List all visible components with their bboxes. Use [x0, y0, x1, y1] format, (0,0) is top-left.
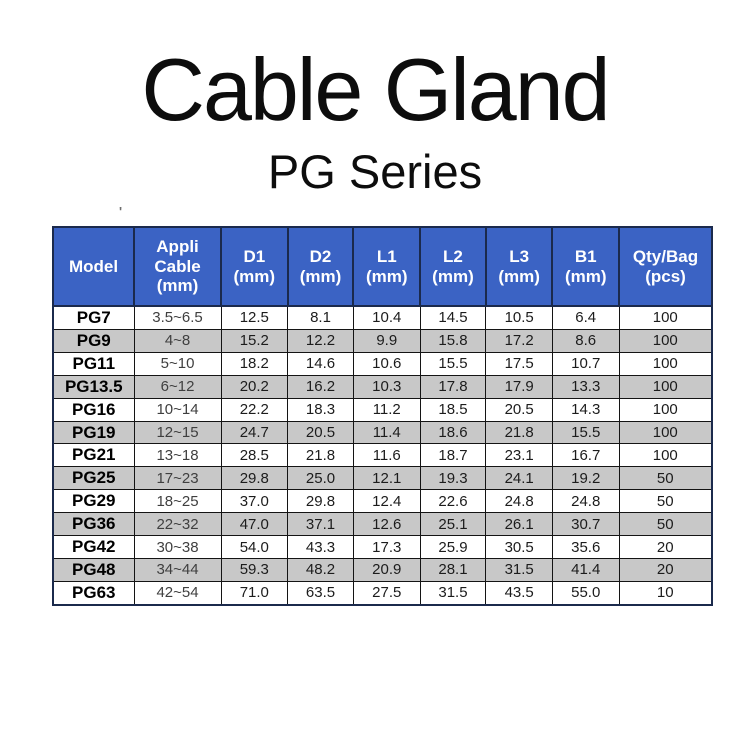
value-cell-d1: 22.2: [221, 398, 288, 421]
value-cell-l2: 15.8: [420, 329, 486, 352]
value-cell-d2: 8.1: [288, 306, 354, 329]
value-cell-b1: 15.5: [552, 421, 619, 444]
value-cell-l1: 9.9: [353, 329, 420, 352]
value-cell-d1: 29.8: [221, 467, 288, 490]
value-cell-d2: 25.0: [288, 467, 354, 490]
value-cell-l3: 31.5: [486, 559, 553, 582]
value-cell-d2: 29.8: [288, 490, 354, 513]
table-row: [53, 490, 712, 513]
value-cell-d2: 18.3: [288, 398, 354, 421]
value-cell-d1: 24.7: [221, 421, 288, 444]
value-cell-l3: 21.8: [486, 421, 553, 444]
table-row: [53, 536, 712, 559]
spec-table-body: [53, 306, 712, 605]
model-cell: PG16: [53, 398, 134, 421]
value-cell-d2: 48.2: [288, 559, 354, 582]
value-cell-l1: 11.4: [353, 421, 420, 444]
model-cell: PG63: [53, 581, 134, 605]
value-cell-d2: 63.5: [288, 581, 354, 605]
value-cell-qty_bag: 100: [619, 421, 712, 444]
table-row: [53, 444, 712, 467]
value-cell-appli_cable: 5~10: [134, 352, 221, 375]
value-cell-l1: 11.2: [353, 398, 420, 421]
value-cell-appli_cable: 17~23: [134, 467, 221, 490]
value-cell-d2: 21.8: [288, 444, 354, 467]
value-cell-qty_bag: 20: [619, 536, 712, 559]
value-cell-l2: 28.1: [420, 559, 486, 582]
value-cell-l3: 17.2: [486, 329, 553, 352]
value-cell-l1: 10.4: [353, 306, 420, 329]
value-cell-l2: 22.6: [420, 490, 486, 513]
column-header-l1: L1 (mm): [353, 227, 420, 306]
table-row: [53, 513, 712, 536]
value-cell-l2: 19.3: [420, 467, 486, 490]
value-cell-b1: 10.7: [552, 352, 619, 375]
value-cell-l1: 27.5: [353, 581, 420, 605]
value-cell-l2: 14.5: [420, 306, 486, 329]
table-row: [53, 559, 712, 582]
value-cell-l3: 17.9: [486, 375, 553, 398]
value-cell-l3: 20.5: [486, 398, 553, 421]
value-cell-b1: 8.6: [552, 329, 619, 352]
value-cell-l2: 25.1: [420, 513, 486, 536]
value-cell-l2: 18.6: [420, 421, 486, 444]
value-cell-l1: 10.6: [353, 352, 420, 375]
header-row: [53, 227, 712, 306]
value-cell-l1: 12.6: [353, 513, 420, 536]
value-cell-d1: 71.0: [221, 581, 288, 605]
value-cell-d2: 16.2: [288, 375, 354, 398]
spec-table: [52, 226, 713, 606]
value-cell-qty_bag: 100: [619, 444, 712, 467]
value-cell-l3: 26.1: [486, 513, 553, 536]
table-row: [53, 467, 712, 490]
page-subtitle: PG Series: [267, 145, 483, 198]
value-cell-qty_bag: 100: [619, 352, 712, 375]
value-cell-appli_cable: 12~15: [134, 421, 221, 444]
table-row: [53, 581, 712, 605]
value-cell-l1: 12.1: [353, 467, 420, 490]
value-cell-b1: 6.4: [552, 306, 619, 329]
column-header-b1: B1 (mm): [552, 227, 619, 306]
column-header-d2: D2 (mm): [288, 227, 354, 306]
model-cell: PG11: [53, 352, 134, 375]
value-cell-l2: 18.7: [420, 444, 486, 467]
table-row: [53, 329, 712, 352]
value-cell-l1: 12.4: [353, 490, 420, 513]
value-cell-appli_cable: 10~14: [134, 398, 221, 421]
value-cell-qty_bag: 50: [619, 513, 712, 536]
table-row: [53, 421, 712, 444]
value-cell-l3: 24.8: [486, 490, 553, 513]
value-cell-d1: 59.3: [221, 559, 288, 582]
value-cell-qty_bag: 50: [619, 490, 712, 513]
value-cell-l2: 25.9: [420, 536, 486, 559]
value-cell-appli_cable: 13~18: [134, 444, 221, 467]
value-cell-d2: 37.1: [288, 513, 354, 536]
value-cell-appli_cable: 18~25: [134, 490, 221, 513]
value-cell-d1: 37.0: [221, 490, 288, 513]
value-cell-d1: 20.2: [221, 375, 288, 398]
value-cell-appli_cable: 4~8: [134, 329, 221, 352]
model-cell: PG48: [53, 559, 134, 582]
value-cell-l1: 17.3: [353, 536, 420, 559]
value-cell-b1: 55.0: [552, 581, 619, 605]
value-cell-d2: 43.3: [288, 536, 354, 559]
table-row: [53, 352, 712, 375]
value-cell-l2: 17.8: [420, 375, 486, 398]
value-cell-qty_bag: 100: [619, 306, 712, 329]
value-cell-l2: 18.5: [420, 398, 486, 421]
column-header-l2: L2 (mm): [420, 227, 486, 306]
model-cell: PG13.5: [53, 375, 134, 398]
value-cell-l3: 24.1: [486, 467, 553, 490]
value-cell-b1: 13.3: [552, 375, 619, 398]
table-row: [53, 375, 712, 398]
value-cell-qty_bag: 10: [619, 581, 712, 605]
value-cell-l2: 31.5: [420, 581, 486, 605]
model-cell: PG9: [53, 329, 134, 352]
value-cell-l2: 15.5: [420, 352, 486, 375]
value-cell-d1: 12.5: [221, 306, 288, 329]
value-cell-l3: 30.5: [486, 536, 553, 559]
value-cell-qty_bag: 100: [619, 375, 712, 398]
model-cell: PG21: [53, 444, 134, 467]
value-cell-appli_cable: 42~54: [134, 581, 221, 605]
value-cell-appli_cable: 34~44: [134, 559, 221, 582]
model-cell: PG42: [53, 536, 134, 559]
column-header-l3: L3 (mm): [486, 227, 553, 306]
column-header-qty_bag: Qty/Bag (pcs): [619, 227, 712, 306]
value-cell-d2: 12.2: [288, 329, 354, 352]
value-cell-appli_cable: 6~12: [134, 375, 221, 398]
value-cell-b1: 41.4: [552, 559, 619, 582]
value-cell-l1: 10.3: [353, 375, 420, 398]
value-cell-d1: 18.2: [221, 352, 288, 375]
model-cell: PG19: [53, 421, 134, 444]
table-row: [53, 306, 712, 329]
value-cell-b1: 30.7: [552, 513, 619, 536]
value-cell-b1: 24.8: [552, 490, 619, 513]
value-cell-l3: 17.5: [486, 352, 553, 375]
value-cell-b1: 16.7: [552, 444, 619, 467]
model-cell: PG29: [53, 490, 134, 513]
value-cell-b1: 14.3: [552, 398, 619, 421]
model-cell: PG36: [53, 513, 134, 536]
value-cell-d1: 28.5: [221, 444, 288, 467]
column-header-d1: D1 (mm): [221, 227, 288, 306]
value-cell-l3: 43.5: [486, 581, 553, 605]
model-cell: PG7: [53, 306, 134, 329]
value-cell-appli_cable: 3.5~6.5: [134, 306, 221, 329]
value-cell-appli_cable: 22~32: [134, 513, 221, 536]
value-cell-qty_bag: 20: [619, 559, 712, 582]
value-cell-qty_bag: 100: [619, 398, 712, 421]
value-cell-d2: 14.6: [288, 352, 354, 375]
value-cell-d1: 54.0: [221, 536, 288, 559]
model-cell: PG25: [53, 467, 134, 490]
value-cell-d1: 15.2: [221, 329, 288, 352]
spec-table-head: [53, 227, 712, 306]
table-row: [53, 398, 712, 421]
value-cell-l3: 23.1: [486, 444, 553, 467]
column-header-appli_cable: Appli Cable (mm): [134, 227, 221, 306]
value-cell-b1: 19.2: [552, 467, 619, 490]
value-cell-l1: 20.9: [353, 559, 420, 582]
value-cell-l3: 10.5: [486, 306, 553, 329]
spec-table-container: [52, 226, 713, 606]
value-cell-d2: 20.5: [288, 421, 354, 444]
value-cell-qty_bag: 100: [619, 329, 712, 352]
column-header-model: Model: [53, 227, 134, 306]
stray-mark: ': [119, 204, 123, 219]
value-cell-l1: 11.6: [353, 444, 420, 467]
value-cell-appli_cable: 30~38: [134, 536, 221, 559]
page-title: Cable Gland: [141, 40, 609, 139]
value-cell-b1: 35.6: [552, 536, 619, 559]
value-cell-qty_bag: 50: [619, 467, 712, 490]
value-cell-d1: 47.0: [221, 513, 288, 536]
